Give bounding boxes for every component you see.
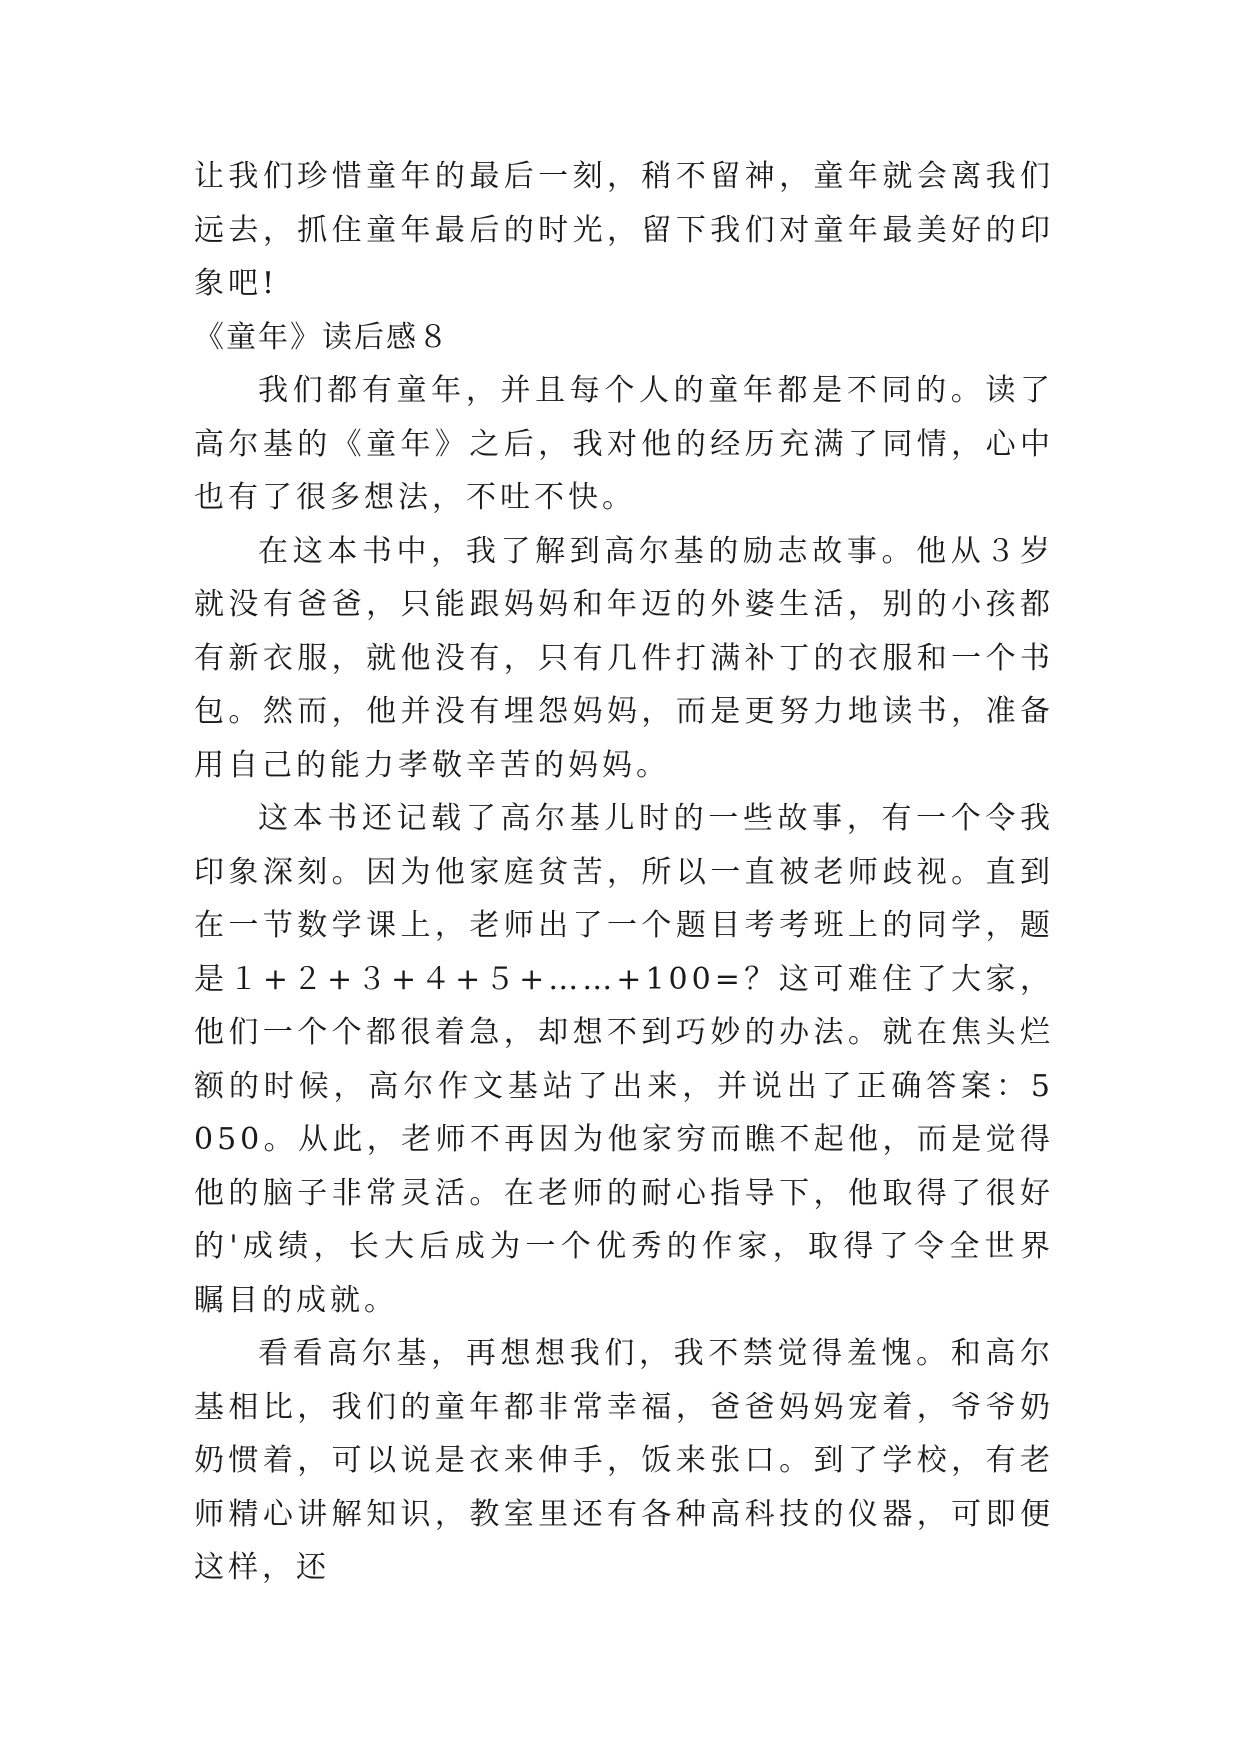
body-paragraph: 在这本书中，我了解到高尔基的励志故事。他从３岁就没有爸爸，只能跟妈妈和年迈的外婆生活，别的小孩都有新衣服，就他没有，只有几件打满补丁的衣服和一个书包。然而，他并没有埋怨妈妈，而是更努力地读书，准备用自己的能力孝敬辛苦的妈妈。: [194, 533, 1054, 783]
section-title: 《童年》读后感８: [194, 319, 450, 355]
opening-paragraph: 让我们珍惜童年的最后一刻，稍不留神，童年就会离我们远去，抓住童年最后的时光，留下我们对童年最美好的印象吧!: [194, 159, 1054, 301]
body-paragraph: 看看高尔基，再想想我们，我不禁觉得羞愧。和高尔基相比，我们的童年都非常幸福，爸爸妈妈宠着，爷爷奶奶惯着，可以说是衣来伸手，饭来张口。到了学校，有老师精心讲解知识，教室里还有各种高科技的仪器，可即便这样，还: [194, 1336, 1054, 1585]
document-page: [194, 150, 1054, 1595]
body-paragraph: 我们都有童年，并且每个人的童年都是不同的。读了高尔基的《童年》之后，我对他的经历充满了同情，心中也有了很多想法，不吐不快。: [194, 373, 1054, 515]
body-paragraph: 这本书还记载了高尔基儿时的一些故事，有一个令我印象深刻。因为他家庭贫苦，所以一直被老师歧视。直到在一节数学课上，老师出了一个题目考考班上的同学，题是１+２+３+４+５+……+100=？这可难住了大家，他们一个个都很着急，却想不到巧妙的办法。就在焦头烂额的时候，高尔作文基站了出来，并说出了正确答案：5050。从此，老师不再因为他家穷而瞧不起他，而是觉得他的脑子非常灵活。在老师的耐心指导下，他取得了很好的'成绩，长大后成为一个优秀的作家，取得了令全世界瞩目的成就。: [194, 801, 1054, 1318]
